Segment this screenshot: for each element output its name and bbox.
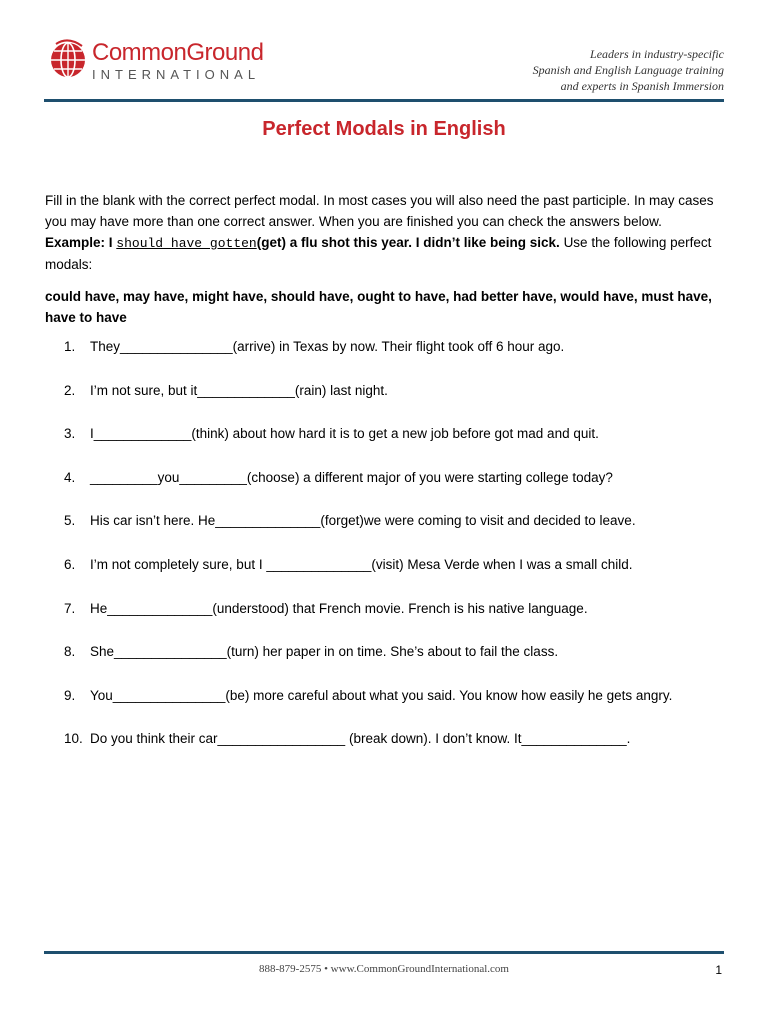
question-item xyxy=(64,686,724,730)
question-item xyxy=(64,468,724,512)
question-item xyxy=(64,381,724,425)
footer-divider xyxy=(44,951,724,954)
company-logo xyxy=(48,38,263,84)
question-number: 10. xyxy=(64,731,83,747)
instructions-text: Fill in the blank with the correct perfect modal. In most cases you will also need the past participle. In may cases you may have more than one correct answer. When you are finished you can check the answers below. xyxy=(45,193,714,229)
question-number: 8. xyxy=(64,644,76,660)
question-item xyxy=(64,337,724,381)
question-number: 5. xyxy=(64,513,76,529)
tagline-line-3: and experts in Spanish Immersion xyxy=(560,79,724,93)
header-divider xyxy=(44,99,724,102)
question-text: They_______________(arrive) in Texas by now. Their flight took off 6 hour ago. xyxy=(90,339,565,354)
question-number: 3. xyxy=(64,426,76,442)
question-text: I’m not sure, but it_____________(rain) last night. xyxy=(90,382,388,398)
question-number: 6. xyxy=(64,556,76,572)
question-list xyxy=(64,337,724,773)
question-number: 4. xyxy=(64,469,76,485)
page-title: Perfect Modals in English xyxy=(262,118,506,140)
question-item xyxy=(64,555,724,599)
globe-icon xyxy=(48,38,88,84)
question-item xyxy=(64,511,724,555)
example-sentence: (get) a flu shot this year. I didn’t like being sick. xyxy=(256,235,560,250)
question-text: You_______________(be) more careful about what you said. You know how easily he gets angry. xyxy=(90,687,673,703)
tagline-line-2: Spanish and English Language training xyxy=(532,63,724,77)
question-item xyxy=(64,642,724,686)
tagline-line-1: Leaders in industry-specific xyxy=(590,47,724,61)
question-text: He______________(understood) that French movie. French is his native language. xyxy=(90,600,588,616)
question-text: His car isn’t here. He______________(forget)we were coming to visit and decided to leave. xyxy=(90,513,636,529)
question-text: I’m not completely sure, but I ______________(visit) Mesa Verde when I was a small child. xyxy=(90,556,633,572)
company-tagline xyxy=(533,46,724,94)
question-text: _________you_________(choose) a different major of you were starting college today? xyxy=(90,469,613,485)
modals-list: could have, may have, might have, should have, ought to have, had better have, would have, must have, have to have xyxy=(45,289,712,325)
question-text: I_____________(think) about how hard it is to get a new job before got mad and quit. xyxy=(90,426,599,442)
example-answer: should have gotten xyxy=(116,236,257,251)
question-text: She_______________(turn) her paper in on time. She’s about to fail the class. xyxy=(90,644,559,660)
question-number: 1. xyxy=(64,339,76,354)
example-label: Example: I xyxy=(45,235,113,250)
question-item xyxy=(64,599,724,643)
footer-contact: 888-879-2575 • www.CommonGroundInternational.com xyxy=(259,963,509,975)
question-number: 2. xyxy=(64,382,76,398)
instruction-text: Use the following perfect modals: xyxy=(45,235,712,272)
instructions-paragraph xyxy=(45,190,725,275)
question-text: Do you think their car_________________ (break down). I don’t know. It______________. xyxy=(90,731,631,747)
page-number: 1 xyxy=(715,963,722,977)
logo-subtitle: INTERNATIONAL xyxy=(92,67,261,82)
question-item xyxy=(64,729,724,773)
question-number: 9. xyxy=(64,687,76,703)
logo-name: CommonGround xyxy=(92,39,264,66)
question-item xyxy=(64,424,724,468)
question-number: 7. xyxy=(64,600,76,616)
